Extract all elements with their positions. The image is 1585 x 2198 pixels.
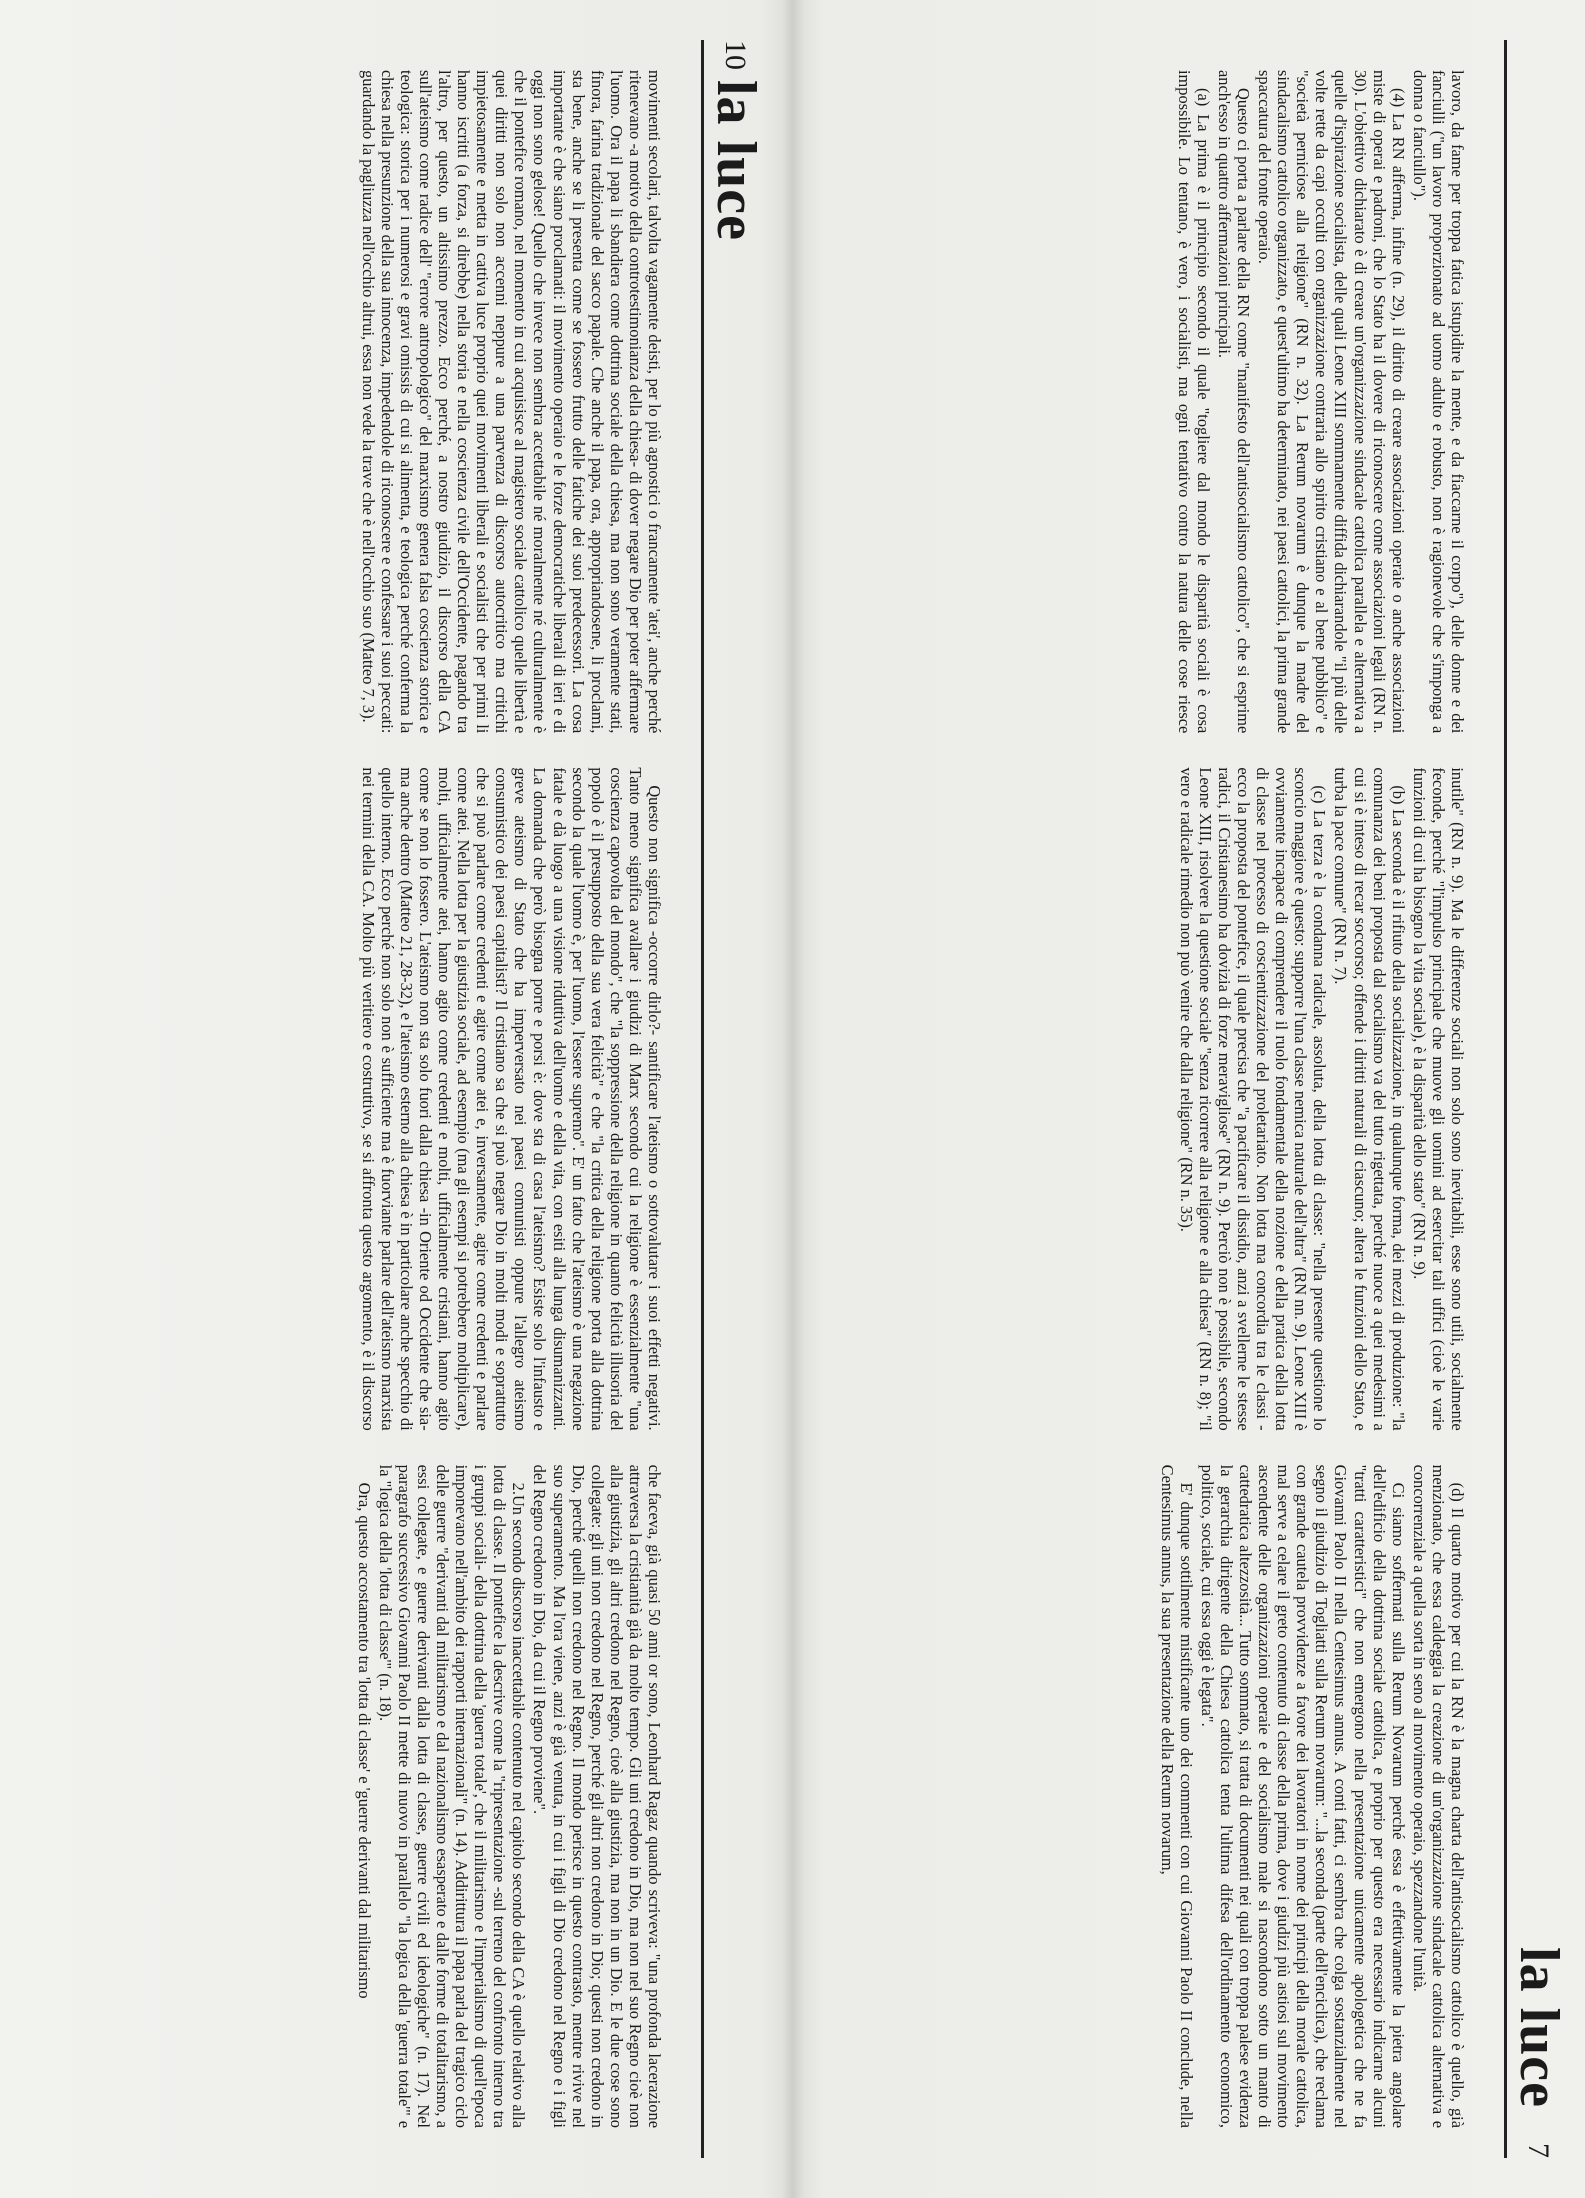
right-paragraph: (a) La prima è il principio secondo il quale "togliere dal mondo le disparità sociali è cosa impossibile. Lo tentano, è vero, i socialisti, ma ogni tentativo contro la natura delle cose riesce inutile" (RN n. 9). Ma le differenze sociali non solo sono inevitabili, esse sono utili, socialmente feconde, perché "l'impulso principale che muove gli uomini ad esercitar tali uffici (cioè le varie funzioni di cui ha bisogno la vita sociale), è la disparità dello stato" (RN n. 9).: [1174, 70, 1467, 1431]
right-paragraph: (b) La seconda è il rifiuto della socializzazione, in qualunque forma, dei mezzi di produzione: "la comunanza dei beni proposta dal socialismo va del tutto rigettata, perché nuoce a quei medesimi a cui si è inteso di recar soccorso; offende i diritti naturali di ciascuno; altera le funzioni dello Stato, e turba la pace comune" (RN n. 7).: [1331, 767, 1408, 1431]
left-page: [0, 0, 782, 2198]
right-page-number: 7: [1522, 2143, 1555, 2158]
right-paragraph: lavoro, da fame per troppa fatica istupidire la mente, e da fiaccarne il corpo"), delle donne e dei fanciulli ("un lavoro proporzionato ad uomo adulto e robusto, non è ragionevole che s'imponga a donna o fanciullo").: [1409, 70, 1467, 734]
right-masthead: [1505, 0, 1575, 2198]
right-paragraph: (c) La terza è la condanna radicale, assoluta, della lotta di classe: "nella presente questione lo sconcio maggiore è questo: supporre l'una classe nemica naturale dell'altra" (RN nn. 9). Leone XIII è ovviamente incapace di comprendere il ruolo fondamentale della nozione e della pratica della lotta di classe nel processo di coscientizzazione del proletariato. Non lotta ma concordia tra le classi - ecco la proposta del pontefice, il quale precisa che "a pacificare il dissidio, anzi a svellerne le stesse radici, il Cristianesimo ha dovizia di forze meravigliose" (RN n. 9). Perciò non è possibile, secondo Leone XIII, risolvere la questione sociale "senza ricorrere alla religione e alla chiesa" (RN n. 8); "il vero e radicale rimedio non può venire che dalla religione" (RN n. 35).: [1176, 767, 1330, 1431]
right-paragraph: (d) Il quarto motivo per cui la RN è la magna charta dell'antisocialismo cattolico è quello, già menzionato, che essa caldeggia la creazione di un'organizzazione sindacale cattolica alternativa e concorrenziale a quella sorta in seno al movimento operaio, spezzandone l'unità.: [1409, 1464, 1467, 2128]
left-article-body: [80, 70, 664, 2128]
right-paragraph: E' dunque sottilmente mistificante uno dei commenti con cui Giovanni Paolo II conclude, nella Centesimus annus, la sua presentazione della Rerum novarum,: [1157, 1464, 1196, 2128]
left-paragraph: 2.Un secondo discorso inaccettabile contenuto nel capitolo secondo della CA è quello relativo alla lotta di classe. Il pontefice la descrive come la "ripresentazione -sul terreno del confronto interno tra i gruppi sociali- della dottrina della 'guerra totale', che il militarismo e l'imperialismo di quell'epoca imponevano nell'ambito dei rapporti internazionali" (n. 14). Addirittura il papa parla del tragico ciclo delle guerre "derivanti dal militarismo e dal nazionalismo esasperato e dalle forme di totalitarismo, a essi collegate, e guerre derivanti dalla lotta di classe, guerre civili ed ideologiche" (n. 17). Nel paragrafo successivo Giovanni Paolo II mette di nuovo in parallelo "la logica della 'guerra totale'" e la "logica della 'lotta di classe'" (n. 18).: [375, 1464, 529, 2128]
left-paragraph: Ora, questo accostamento tra 'lotta di classe' e 'guerre derivanti dal militarismo: [354, 1482, 374, 1999]
right-paragraph: Ci siamo soffermati sulla Rerum Novarum perché essa è effettivamente la pietra angolare dell'edificio della dottrina sociale cattolica, e proprio per questo era necessario indicarne alcuni "tratti caratteristici" che non emergono nella presentazione unicamente apologetica che ne fa Giovanni Paolo II nella Centesimus annus. A conti fatti, ci sembra che colga sostanzialmente nel segno il giudizio di Togliatti sulla Rerum novarum: "...la seconda (parte dell'enciclica), che reclama con grande cautela provvidenze a favore dei lavoratori in nome dei principi della morale cattolica, mal serve a celare il greto contenuto di classe della prima, dove i giudizi più astiosi sul movimento ascendente delle organizzazioni operaie e del socialismo male si nascondono sotto un manto di cattedratica altezzosità... Tutto sommato, si tratta di documenti nei quali con troppa palese evidenza la gerarchia dirigente della Chiesa cattolica tenta l'ultima difesa dell'ordinamento economico, politico, sociale, cui essa oggi è legata".: [1197, 1464, 1408, 2128]
left-logo: la luce: [705, 80, 767, 241]
right-page: [803, 0, 1585, 2198]
right-paragraph: Questo ci porta a parlare della RN come "manifesto dell'antisocialismo cattolico", che si esprime anch'esso in quattro affermazioni principali.: [1214, 70, 1253, 734]
right-masthead-rule: [1504, 40, 1507, 2158]
right-logo: la luce: [1508, 1947, 1570, 2108]
right-paragraph: (4) La RN afferma, infine (n. 29), il diritto di creare associazioni operaie o anche associazioni miste di operai e padroni, che lo Stato ha il dovere di riconoscere come associazioni legali (RN n. 30). L'obiettivo dichiarato è di creare un'organizzazione sindacale cattolica parallela e alternativa a quelle d'ispirazione socialista, delle quali Leone XIII sommamente diffida dichiarandole "il più delle volte rette da capi occulti con organizzazione contraria allo spirito cristiano e al bene pubblico" e "società perniciose alla religione" (RN n. 32). La Rerum novarum è dunque la madre del sindacalismo cattolico organizzato, e quest'ultimo ha determinato, nei paesi cattolici, la prima grande spaccatura del fronte operaio.: [1255, 70, 1408, 734]
page-fold: [782, 0, 804, 2198]
left-masthead-rule: [701, 40, 704, 2158]
left-masthead: [702, 0, 772, 2198]
left-page-number: 10: [719, 40, 752, 70]
right-article-body: [883, 70, 1467, 2128]
left-paragraph: Questo non significa -occorre dirlo?- santificare l'ateismo o sottovalutare i suoi effetti negativi. Tanto meno significa avallare i giudizi di Marx secondo cui la religione è essenzialmente "una coscienza capovolta del mondo", che "la soppressione della religione in quanto felicità illusoria del popolo è il presupposto della sua vera felicità" e che "la critica della religione porta alla dottrina secondo la quale l'uomo è, per l'uomo, l'essere supremo". E' un fatto che l'ateismo è una negazione fatale e dà luogo a una visione riduttiva dell'uomo e della vita, con esiti alla lunga disumanizzanti. La domanda che però bisogna porre e porsi è: dove sta di casa l'ateismo? Esiste solo l'infausto e greve ateismo di Stato che ha imperversato nei paesi comunisti oppure l'allegro ateismo consumistico dei paesi capitalisti? Il cristiano sa che si può negare Dio in molti modi e soprattutto che si può parlare come credenti e agire come atei e, inversamente, agire come credenti e parlare come atei. Nella lotta per la giustizia sociale, ad esempio (ma gli esempi si potrebbero moltiplicare), molti, ufficialmente atei, hanno agito come credenti e molti, ufficialmente cristiani, hanno agito come se non lo fossero. L'ateismo non sta solo fuori dalla chiesa -in Oriente od Occidente che sia- ma anche dentro (Matteo 21, 28-32), e l'ateismo esterno alla chiesa è in particolare anche specchio di quello interno. Ecco perché non solo non è sufficiente ma è fuorviante parlare dell'ateismo marxista nei termini della CA. Molto più veritiero e costruttivo, se si affronta questo argomento, è il discorso che faceva, già quasi 50 anni or sono, Leonhard Ragaz quando scriveva: "una profonda lacerazione attraversa la cristianità già da molto tempo. Gli uni credono in Dio, ma non nel suo Regno cioè non alla giustizia, gli altri credono nel Regno, cioè alla giustizia, ma non in un Dio. E le due cose sono collegate: gli uni non credono nel Regno, perché gli altri non credono in Dio; questi non credono in Dio, perché quelli non credono nel Regno. Il mondo perisce in questo contrasto, mentre rivive nel suo superamento. Ma l'ora viene, anzi è già venuta, in cui i figli di Dio credono nel Regno e i figli del Regno credono in Dio, da cui il Regno proviene".: [358, 767, 664, 2128]
left-paragraph: movimenti secolari, talvolta vagamente deisti, per lo più agnostici o francamente 'atei', anche perché ritenevano -a motivo della controtestimonianza della chiesa- di dover negare Dio per poter affermare l'uomo. Ora il papa li sbandiera come dottrina sociale della chiesa, ma non sono veramente stati, finora, farina tradizionale del sacco papale. Che anche il papa, ora, appropriandosene, li proclami, sta bene, anche se li presenta come se fossero frutto delle fatiche dei suoi predecessori. La cosa importante è che siano proclamati: il movimento operaio e le forze democratiche liberali di ieri e di oggi non sono gelose! Quello che invece non sembra accettabile né moralmente né culturalmente è che il pontefice romano, nel momento in cui acquisisce al magistero sociale cattolico quelle libertà e quei diritti non solo non accenni neppure a una parvenza di discorso autocritico ma critichi impietosamente e metta in cattiva luce proprio quei movimenti liberali e socialisti che per primi li hanno iscritti (a forza, si direbbe) nella storia e nella coscienza civile dell'Occidente, pagando tra l'altro, per questo, un altissimo prezzo. Ecco perché, a nostro giudizio, il discorso della CA sull'ateismo come radice dell' "errore antropologico" del marxismo genera falsa coscienza storica e teologica: storica per i numerosi e gravi omissis di cui si alimenta, e teologica perché conferma la chiesa nella presunzione della sua innocenza, impedendole di riconoscere e confessare i suoi peccati: guardando la pagliuzza nell'occhio altrui, essa non vede la trave che è nell'occhio suo (Matteo 7, 3).: [358, 70, 664, 734]
